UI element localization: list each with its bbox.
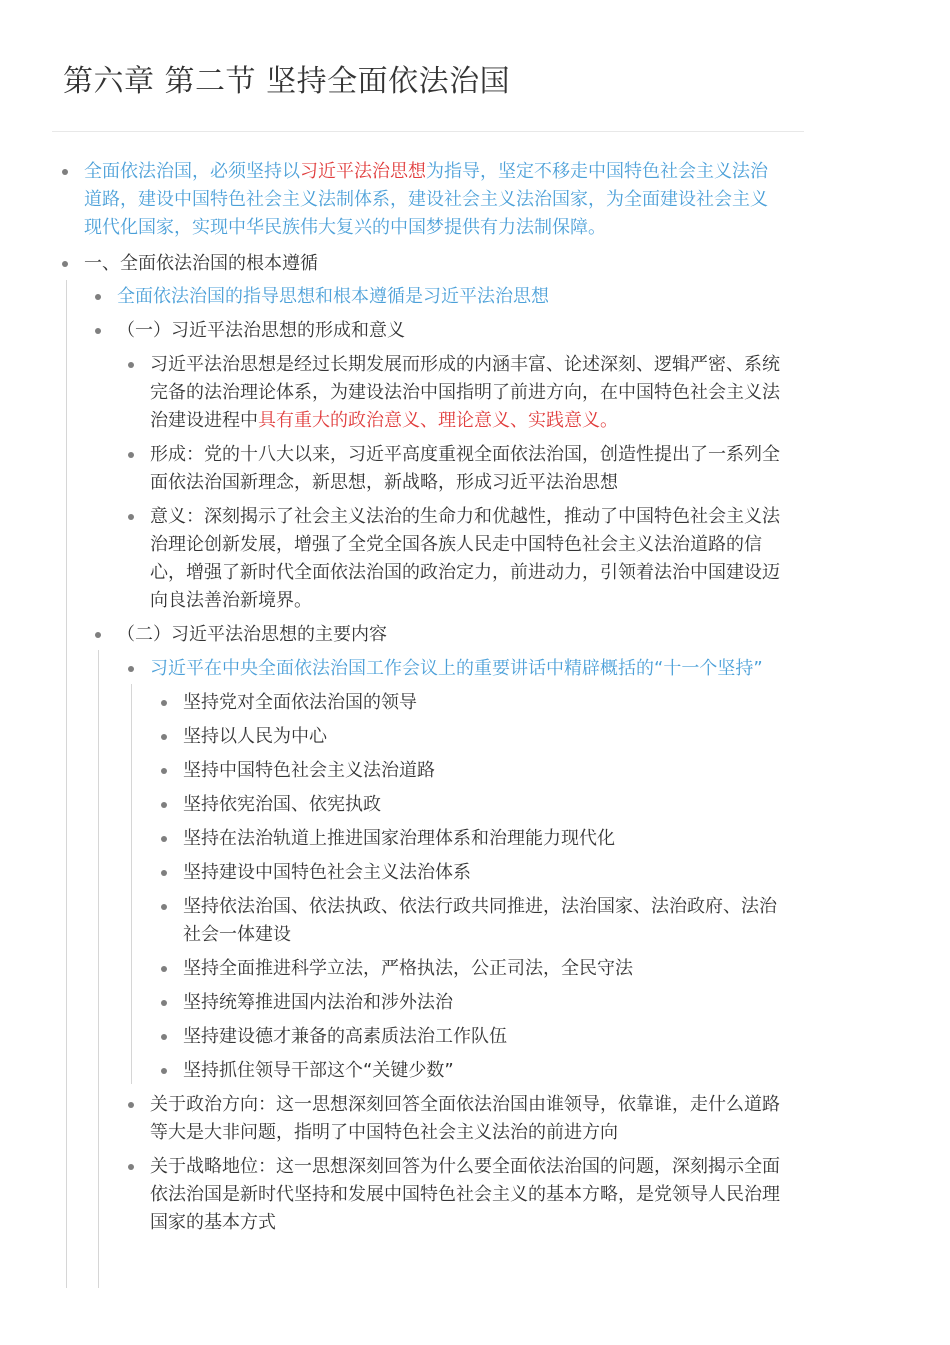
guiding-thought: 全面依法治国的指导思想和根本遵循是习近平法治思想 <box>117 286 549 307</box>
list-item: 坚持抓住领导干部这个“关键少数” <box>183 1060 454 1081</box>
paragraph-line: 心，增强了新时代全面依法治国的政治定力，前进动力，引领着法治中国建设迈 <box>150 562 780 583</box>
bullet-dot <box>161 768 167 774</box>
eleven-heading: 习近平在中央全面依法治国工作会议上的重要讲话中精辟概括的“十一个坚持” <box>150 658 763 679</box>
bullet-dot <box>161 870 167 876</box>
bullet-dot <box>128 452 134 458</box>
list-item: 坚持中国特色社会主义法治道路 <box>183 760 435 781</box>
bullet-dot <box>161 1034 167 1040</box>
bullet-dot <box>161 802 167 808</box>
indent-guide-level-1 <box>66 280 67 1288</box>
list-item: 坚持以人民为中心 <box>183 726 327 747</box>
paragraph-line: 形成：党的十八大以来，习近平高度重视全面依法治国，创造性提出了一系列全 <box>150 444 780 465</box>
paragraph-line: 治理论创新发展，增强了全党全国各族人民走中国特色社会主义法治道路的信 <box>150 534 762 555</box>
bullet-dot <box>128 514 134 520</box>
bullet-dot <box>95 294 101 300</box>
list-item: 坚持依法治国、依法执政、依法行政共同推进，法治国家、法治政府、法治 <box>183 896 777 917</box>
bullet-dot <box>161 836 167 842</box>
list-item: 坚持建设德才兼备的高素质法治工作队伍 <box>183 1026 507 1047</box>
bullet-dot <box>128 362 134 368</box>
highlight-text: 具有重大的政治意义、理论意义、实践意义。 <box>258 410 618 431</box>
bullet-dot <box>62 169 68 175</box>
bullet-dot <box>128 666 134 672</box>
bullet-dot <box>95 632 101 638</box>
intro-line-2: 道路，建设中国特色社会主义法制体系，建设社会主义法治国家，为全面建设社会主义 <box>84 189 768 210</box>
indent-guide-level-2 <box>98 650 99 1288</box>
subsection-heading: （二）习近平法治思想的主要内容 <box>117 624 387 645</box>
list-item: 坚持依宪治国、依宪执政 <box>183 794 381 815</box>
bullet-dot <box>161 904 167 910</box>
intro-line-3: 现代化国家，实现中华民族伟大复兴的中国梦提供有力法制保障。 <box>84 217 606 238</box>
paragraph-line: 关于战略地位：这一思想深刻回答为什么要全面依法治国的问题，深刻揭示全面 <box>150 1156 780 1177</box>
section-heading: 一、全面依法治国的根本遵循 <box>84 253 318 274</box>
bullet-dot <box>128 1164 134 1170</box>
bullet-dot <box>128 1102 134 1108</box>
bullet-dot <box>62 261 68 267</box>
paragraph-line <box>150 407 618 435</box>
intro-text: 为指导，坚定不移走中国特色社会主义法治 <box>426 161 768 182</box>
paragraph-text: 治建设进程中 <box>150 410 258 431</box>
list-item: 坚持全面推进科学立法，严格执法，公正司法，全民守法 <box>183 958 633 979</box>
list-item: 坚持建设中国特色社会主义法治体系 <box>183 862 471 883</box>
paragraph-line: 面依法治国新理念，新思想，新战略，形成习近平法治思想 <box>150 472 618 493</box>
bullet-dot <box>161 1000 167 1006</box>
intro-line-1 <box>84 158 768 186</box>
paragraph-line: 等大是大非问题，指明了中国特色社会主义法治的前进方向 <box>150 1122 618 1143</box>
paragraph-line: 依法治国是新时代坚持和发展中国特色社会主义的基本方略，是党领导人民治理 <box>150 1184 780 1205</box>
bullet-dot <box>161 700 167 706</box>
title-divider <box>52 131 804 132</box>
subsection-heading: （一）习近平法治思想的形成和意义 <box>117 320 405 341</box>
list-item: 坚持在法治轨道上推进国家治理体系和治理能力现代化 <box>183 828 615 849</box>
indent-guide-level-3 <box>131 684 132 1084</box>
paragraph-line: 关于政治方向：这一思想深刻回答全面依法治国由谁领导，依靠谁，走什么道路 <box>150 1094 780 1115</box>
bullet-dot <box>161 1068 167 1074</box>
bullet-dot <box>161 734 167 740</box>
bullet-dot <box>95 328 101 334</box>
paragraph-line: 意义：深刻揭示了社会主义法治的生命力和优越性，推动了中国特色社会主义法 <box>150 506 780 527</box>
paragraph-line: 国家的基本方式 <box>150 1212 276 1233</box>
intro-text: 全面依法治国，必须坚持以 <box>84 161 300 182</box>
list-item-continued: 社会一体建设 <box>183 924 291 945</box>
highlight-text: 习近平法治思想 <box>300 161 426 182</box>
paragraph-line: 完备的法治理论体系，为建设法治中国指明了前进方向，在中国特色社会主义法 <box>150 382 780 403</box>
list-item: 坚持党对全面依法治国的领导 <box>183 692 417 713</box>
list-item: 坚持统筹推进国内法治和涉外法治 <box>183 992 453 1013</box>
paragraph-line: 习近平法治思想是经过长期发展而形成的内涵丰富、论述深刻、逻辑严密、系统 <box>150 354 780 375</box>
page-title: 第六章 第二节 坚持全面依法治国 <box>63 64 511 99</box>
paragraph-line: 向良法善治新境界。 <box>150 590 312 611</box>
bullet-dot <box>161 966 167 972</box>
